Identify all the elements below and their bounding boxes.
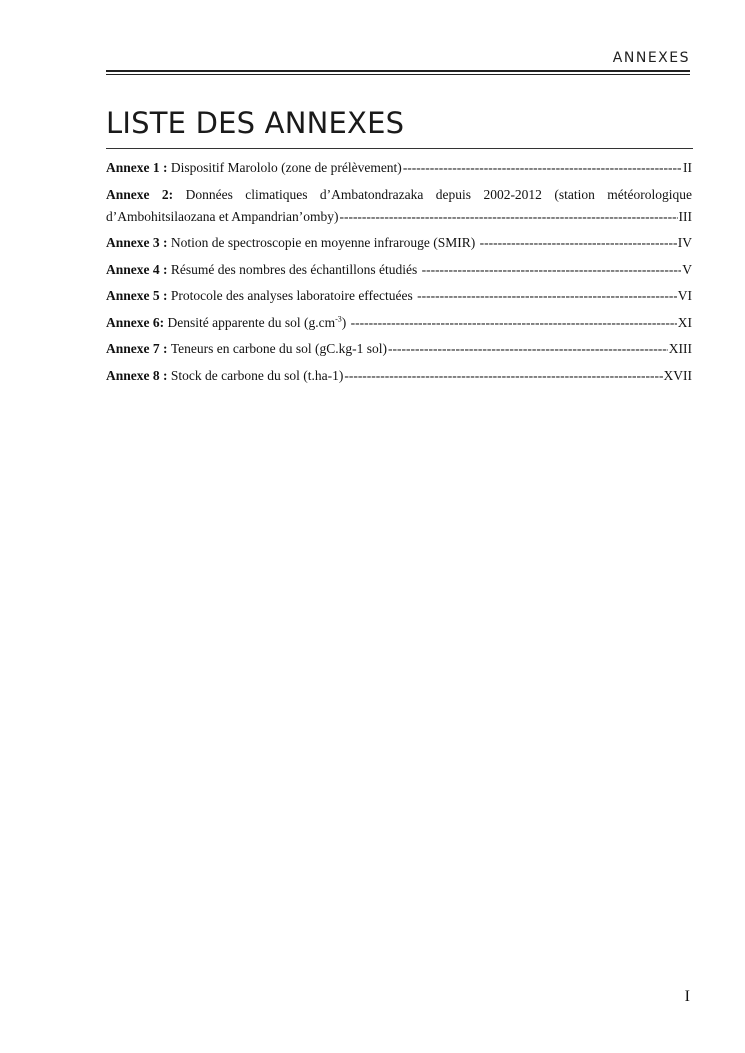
page-title: LISTE DES ANNEXES (106, 106, 405, 140)
annex-list (106, 157, 692, 391)
header-rule (106, 70, 690, 75)
annex-label: Annexe 1 : (106, 160, 168, 175)
annex-entry-1[interactable] (106, 157, 692, 179)
annex-page: II (683, 160, 692, 175)
annex-page: IV (677, 235, 692, 250)
annex-label: Annexe 8 : (106, 367, 168, 383)
annex-title: Notion de spectroscopie en moyenne infrarouge (SMIR) (170, 235, 476, 250)
annex-page: VI (677, 288, 692, 303)
superscript: -3 (335, 314, 342, 323)
annex-entry-2[interactable] (106, 184, 692, 228)
title-rule (106, 148, 693, 149)
annex-label: Annexe 3 : (106, 235, 168, 250)
annex-label: Annexe 7 : (106, 341, 168, 356)
dot-leader (480, 232, 677, 254)
annex-title: Teneurs en carbone du sol (gC.kg-1 sol) (170, 341, 388, 356)
annex-title-line1: Données climatiques d’Ambatondrazaka depuis 2002-2012 (station météorologique (185, 186, 692, 202)
annex-page: XVII (663, 367, 692, 383)
annex-label: Annexe 6: (106, 314, 165, 330)
dot-leader (403, 157, 682, 179)
annex-label: Annexe 2: (106, 186, 174, 202)
annex-entry-5[interactable] (106, 285, 692, 307)
dot-leader (417, 285, 677, 307)
annex-page: XIII (668, 341, 692, 356)
annex-entry-7[interactable] (106, 338, 692, 360)
dot-leader (339, 206, 677, 228)
annex-entry-6[interactable] (106, 312, 692, 334)
annex-label: Annexe 5 : (106, 288, 168, 303)
page-number: I (684, 988, 690, 1005)
annex-entry-3[interactable] (106, 232, 692, 254)
annex-page: XI (677, 314, 692, 330)
annex-page: V (682, 261, 692, 277)
annex-title-line2: d’Ambohitsilaozana et Ampandrian’omby) (106, 208, 339, 224)
dot-leader (422, 259, 682, 281)
annex-title: Dispositif Marololo (zone de prélèvement) (170, 160, 402, 175)
dot-leader (344, 365, 662, 387)
annex-title: Résumé des nombres des échantillons étudiés (170, 261, 418, 277)
annex-page: III (678, 208, 692, 224)
dot-leader (388, 338, 668, 360)
running-header: ANNEXES (612, 50, 690, 66)
annex-entry-4[interactable] (106, 259, 692, 281)
annex-label: Annexe 4 : (106, 261, 168, 277)
annex-title: Densité apparente du sol $(g.cm^{-3})$ (167, 314, 347, 330)
annex-entry-8[interactable] (106, 365, 692, 387)
annex-title: Stock de carbone du sol (t.ha-1) (170, 367, 344, 383)
dot-leader (351, 312, 677, 334)
annex-title: Protocole des analyses laboratoire effectuées (170, 288, 413, 303)
